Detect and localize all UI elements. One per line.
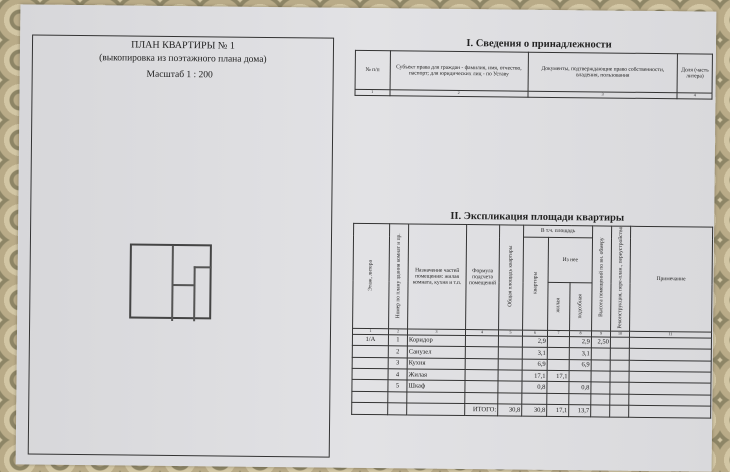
col-header: Субъект права для граждан - фамилия, имя, отчество, паспорт; для юридических лиц - по Уставу <box>390 51 529 91</box>
table-cell <box>629 371 711 383</box>
table-cell <box>591 348 610 360</box>
table-cell <box>465 335 498 347</box>
table-cell: 3,1 <box>569 348 591 360</box>
col-number: 5 <box>498 330 522 336</box>
table-cell <box>407 403 465 415</box>
table-cell <box>352 368 388 380</box>
col-header: Формула подсчета помещений <box>466 225 500 331</box>
table-cell: 2,50 <box>591 337 610 349</box>
col-header: жилая <box>555 298 562 313</box>
col-header: Доля (часть литера) <box>677 54 712 93</box>
table-cell <box>465 381 498 393</box>
table-cell <box>388 392 407 404</box>
col-number: 9 <box>591 331 610 337</box>
table-cell <box>629 349 711 361</box>
table-cell <box>498 359 522 371</box>
plan-title: ПЛАН КВАРТИРЫ № 1 <box>131 39 235 52</box>
ownership-table <box>354 50 712 99</box>
table-cell: 0,8 <box>522 382 547 394</box>
col-number: 1 <box>352 329 388 335</box>
col-number: 7 <box>547 331 569 337</box>
table-cell: 30,8 <box>522 404 547 416</box>
col-header: Примечание <box>630 226 713 332</box>
table-cell: 6,9 <box>522 359 547 371</box>
table-cell <box>407 392 465 404</box>
col-header: Реконструкция, пере-план., переустройство <box>616 226 624 329</box>
table-cell <box>591 371 610 383</box>
col-number: 2 <box>390 90 528 97</box>
table-cell <box>498 381 522 393</box>
table-cell <box>352 380 388 392</box>
col-number: 4 <box>677 93 712 99</box>
table-cell <box>498 370 522 382</box>
table-cell: 2,9 <box>522 336 547 348</box>
table-cell: Шкаф <box>407 380 465 392</box>
plan-scale: Масштаб 1 : 200 <box>146 69 213 81</box>
table-cell <box>591 405 610 417</box>
table-cell: Санузел <box>407 346 465 358</box>
table-cell <box>610 394 629 406</box>
table-cell <box>569 393 591 405</box>
col-header: подсобная <box>577 293 584 319</box>
table-cell <box>465 358 498 370</box>
section2-title: II. Экспликация площади квартиры <box>450 210 625 224</box>
col-header: Из нее <box>548 237 592 283</box>
table-cell: Коридор <box>407 335 465 347</box>
table-cell: 5 <box>388 380 407 392</box>
table-cell <box>352 357 388 369</box>
total-row <box>352 403 711 418</box>
table-cell <box>352 403 388 415</box>
table-cell <box>352 391 388 403</box>
table-cell: Кухня <box>407 358 465 370</box>
plan-subtitle: (выкопировка из поэтажного плана дома) <box>99 53 267 65</box>
table-cell: 17,1 <box>522 370 547 382</box>
table-cell: 30,8 <box>498 404 522 416</box>
table-cell <box>610 348 629 360</box>
table-cell <box>629 337 711 349</box>
col-header: В т.ч. площадь <box>524 225 593 238</box>
table-cell <box>352 346 388 358</box>
col-number: 2 <box>388 329 407 335</box>
col-number: 6 <box>522 330 547 336</box>
col-header: Номер по плану здания комнат и пр. <box>395 232 402 318</box>
section1-title: I. Сведения о принадлежности <box>466 38 612 51</box>
table-cell: 2 <box>388 346 407 358</box>
table-cell <box>547 359 569 371</box>
table-cell: 3 <box>388 357 407 369</box>
table-cell: 1/А <box>352 334 388 346</box>
table-cell: 4 <box>388 369 407 381</box>
col-number: 10 <box>610 331 629 337</box>
table-cell <box>465 347 498 359</box>
table-cell <box>547 382 569 394</box>
table-cell: 3,1 <box>522 347 547 359</box>
table-cell <box>522 393 547 405</box>
table-cell <box>465 392 498 404</box>
table-cell: Жилая <box>407 369 465 381</box>
col-header: Назначение частей помещения: жилая комната, кухня и т.п. <box>408 224 467 330</box>
table-cell <box>629 394 711 406</box>
col-number: 4 <box>465 330 498 336</box>
table-cell <box>498 336 522 348</box>
table-cell <box>465 370 498 382</box>
table-cell <box>547 348 569 360</box>
col-header: Высота помещений по вн. обмеру <box>598 237 605 318</box>
table-cell <box>629 360 711 372</box>
table-cell <box>591 382 610 394</box>
table-cell: 17,1 <box>547 405 569 417</box>
table-cell: 0,8 <box>569 382 591 394</box>
col-header: Этаж, литера <box>367 259 375 291</box>
table-cell <box>610 360 629 372</box>
col-header: Документы, подтверждающие право собственности, владения, пользования <box>528 52 678 93</box>
table-cell <box>610 371 629 383</box>
floor-plan-drawing <box>129 244 212 320</box>
table-cell: 1 <box>388 335 407 347</box>
col-header: № п/п <box>355 50 390 89</box>
table-cell: 6,9 <box>569 359 591 371</box>
table-cell <box>498 347 522 359</box>
document-sheet <box>16 4 717 471</box>
table-cell: 17,1 <box>547 370 569 382</box>
col-number: 3 <box>528 91 678 98</box>
col-header: квартиры <box>532 271 539 294</box>
area-table <box>351 223 713 418</box>
table-cell <box>569 371 591 383</box>
table-cell <box>388 403 407 415</box>
col-number: 3 <box>407 329 465 335</box>
table-cell <box>498 393 522 405</box>
col-number: 8 <box>569 331 591 337</box>
col-number: 11 <box>629 332 711 338</box>
table-cell: ИТОГО: <box>465 404 498 416</box>
table-cell: 13,7 <box>569 405 591 417</box>
table-cell <box>629 406 711 418</box>
table-cell <box>629 383 711 395</box>
col-header: Общая площадь квартиры <box>507 245 515 308</box>
table-cell <box>610 337 629 349</box>
table-cell <box>610 383 629 395</box>
col-number: 1 <box>355 89 390 95</box>
table-cell <box>610 405 629 417</box>
table-cell <box>547 393 569 405</box>
table-cell <box>591 360 610 372</box>
table-cell <box>547 336 569 348</box>
table-cell <box>591 394 610 406</box>
table-cell: 2,9 <box>569 337 591 349</box>
